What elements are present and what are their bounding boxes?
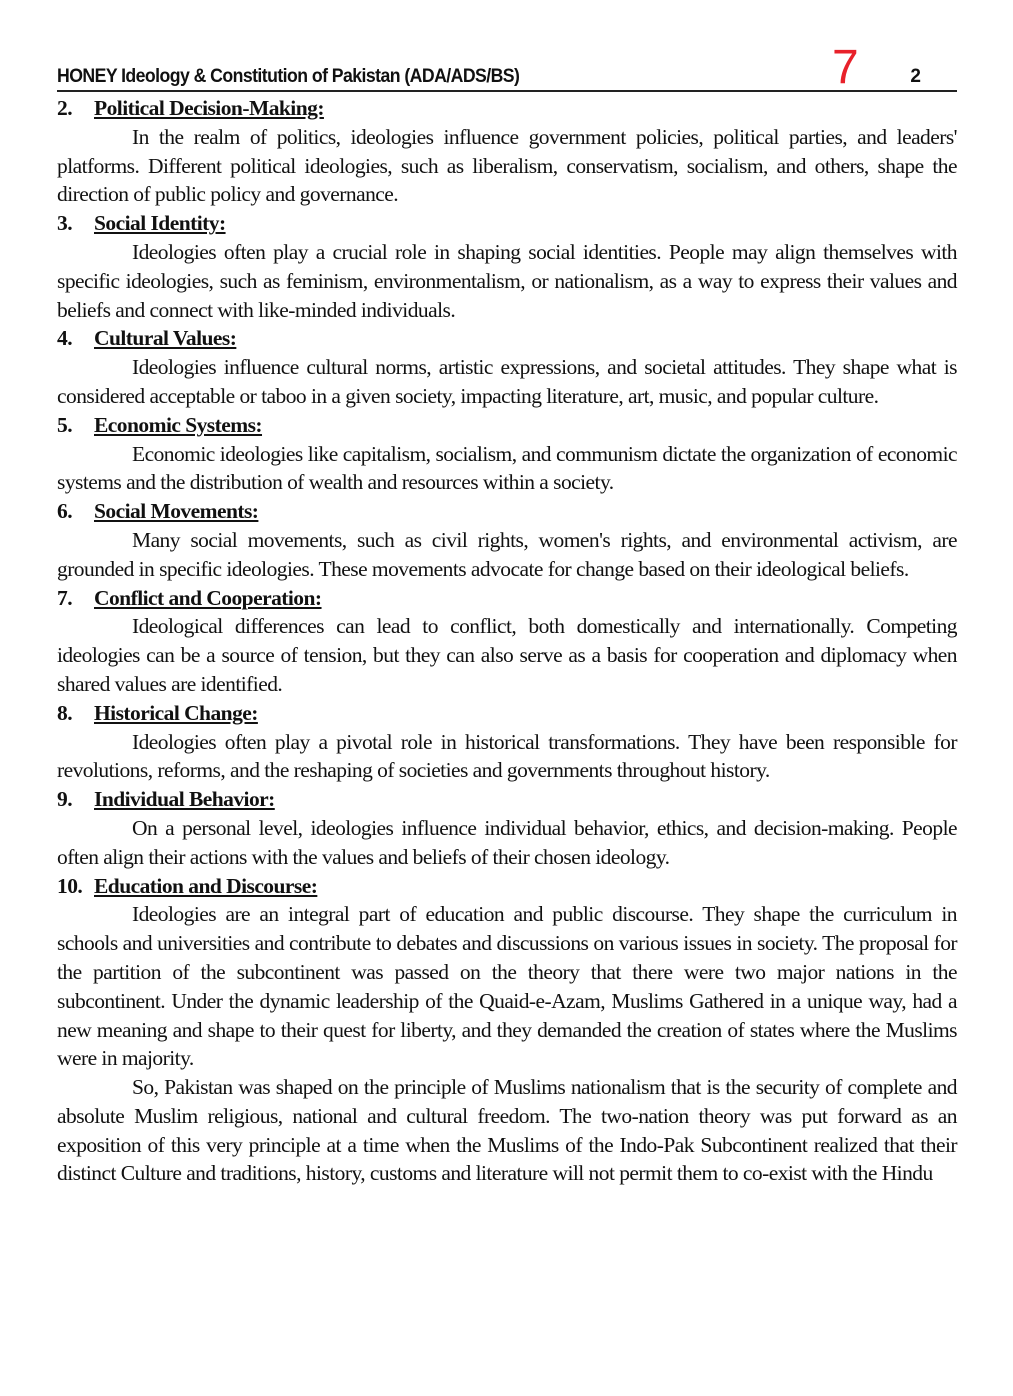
paragraph: Ideologies influence cultural norms, artistic expressions, and societal attitudes. They shape what is considered acceptable or taboo in a given society, impacting literature, art, music, and popular culture.: [57, 355, 957, 408]
section-number: 7.: [57, 585, 73, 610]
section-number: 10.: [57, 873, 83, 898]
page-number: 2: [910, 66, 921, 87]
section-title: Cultural Values:: [94, 326, 237, 351]
section-title: Social Movements:: [94, 499, 259, 524]
section-number: 3.: [57, 211, 73, 236]
paragraph: Ideologies are an integral part of education and public discourse. They shape the curriculum in schools and universities and contribute to debates and discussions on various issues in society. The proposal for the partition of the subcontinent was passed on the theory that there were two major nations in the subcontinent. Under the dynamic leadership of the Quaid-e-Azam, Muslims Gathered in a unique way, had a new meaning and shape to their quest for liberty, and they demanded the creation of states where the Muslims were in majority.: [57, 902, 957, 1071]
section-heading: [57, 94, 957, 123]
page-header: [57, 40, 957, 92]
section-heading: [57, 209, 957, 238]
section-title: Education and Discourse:: [94, 873, 318, 898]
section: [57, 872, 957, 1189]
paragraph: Ideological differences can lead to conflict, both domestically and internationally. Competing ideologies can be a source of tension, but they can also serve as a basis for cooperation and diplomacy when shared values are identified.: [57, 614, 957, 696]
paragraph: In the realm of politics, ideologies influence government policies, political parties, and leaders' platforms. Different political ideologies, such as liberalism, conservatism, socialism, and others, shape the direction of public policy and governance.: [57, 124, 957, 207]
document-body: [57, 94, 957, 1188]
section-heading: [57, 872, 957, 901]
section-title: Social Identity:: [94, 211, 226, 236]
section-title: Conflict and Cooperation:: [94, 585, 322, 610]
section-number: 9.: [57, 787, 73, 812]
section-number: 2.: [57, 96, 73, 120]
section: [57, 209, 957, 324]
section-heading: [57, 584, 957, 613]
section-heading: [57, 785, 957, 814]
section: [57, 497, 957, 583]
paragraph: Ideologies often play a pivotal role in historical transformations. They have been responsible for revolutions, reforms, and the reshaping of societies and governments throughout history.: [57, 729, 957, 783]
chapter-number: 7: [832, 41, 859, 94]
paragraph: Economic ideologies like capitalism, socialism, and communism dictate the organization of economic systems and the distribution of wealth and resources within a society.: [57, 441, 957, 495]
section-heading: [57, 324, 957, 353]
paragraph: So, Pakistan was shaped on the principle of Muslims nationalism that is the security of complete and absolute Muslim religious, national and cultural freedom. The two-nation theory was put forward as an exposition of this very principle at a time when the Muslims of the Indo-Pak Subcontinent realized that their distinct Culture and traditions, history, customs and literature will not permit them to co-exist with the Hindu: [57, 1075, 957, 1186]
section: [57, 785, 957, 871]
section-number: 8.: [57, 700, 73, 725]
document-title: HONEY Ideology & Constitution of Pakistan (ADA/ADS/BS): [57, 66, 520, 87]
section-title: Historical Change:: [94, 700, 258, 725]
paragraph: On a personal level, ideologies influence individual behavior, ethics, and decision-making. People often align their actions with the values and beliefs of their chosen ideology.: [57, 815, 957, 869]
section-heading: [57, 411, 957, 440]
paragraph: Ideologies often play a crucial role in shaping social identities. People may align themselves with specific ideologies, such as feminism, environmentalism, or nationalism, as a way to express their values and beliefs and connect with like-minded individuals.: [57, 239, 957, 322]
section-heading: [57, 497, 957, 526]
section: [57, 584, 957, 699]
section: [57, 411, 957, 497]
section-title: Individual Behavior:: [94, 787, 275, 812]
section-title: Political Decision-Making:: [94, 96, 324, 120]
section-number: 4.: [57, 326, 73, 351]
section: [57, 94, 957, 209]
section-number: 5.: [57, 412, 73, 437]
section-title: Economic Systems:: [94, 412, 263, 437]
section: [57, 699, 957, 785]
section-heading: [57, 699, 957, 728]
paragraph: Many social movements, such as civil rights, women's rights, and environmental activism, are grounded in specific ideologies. These movements advocate for change based on their ideological beliefs.: [57, 527, 957, 581]
section-number: 6.: [57, 499, 73, 524]
section: [57, 324, 957, 410]
